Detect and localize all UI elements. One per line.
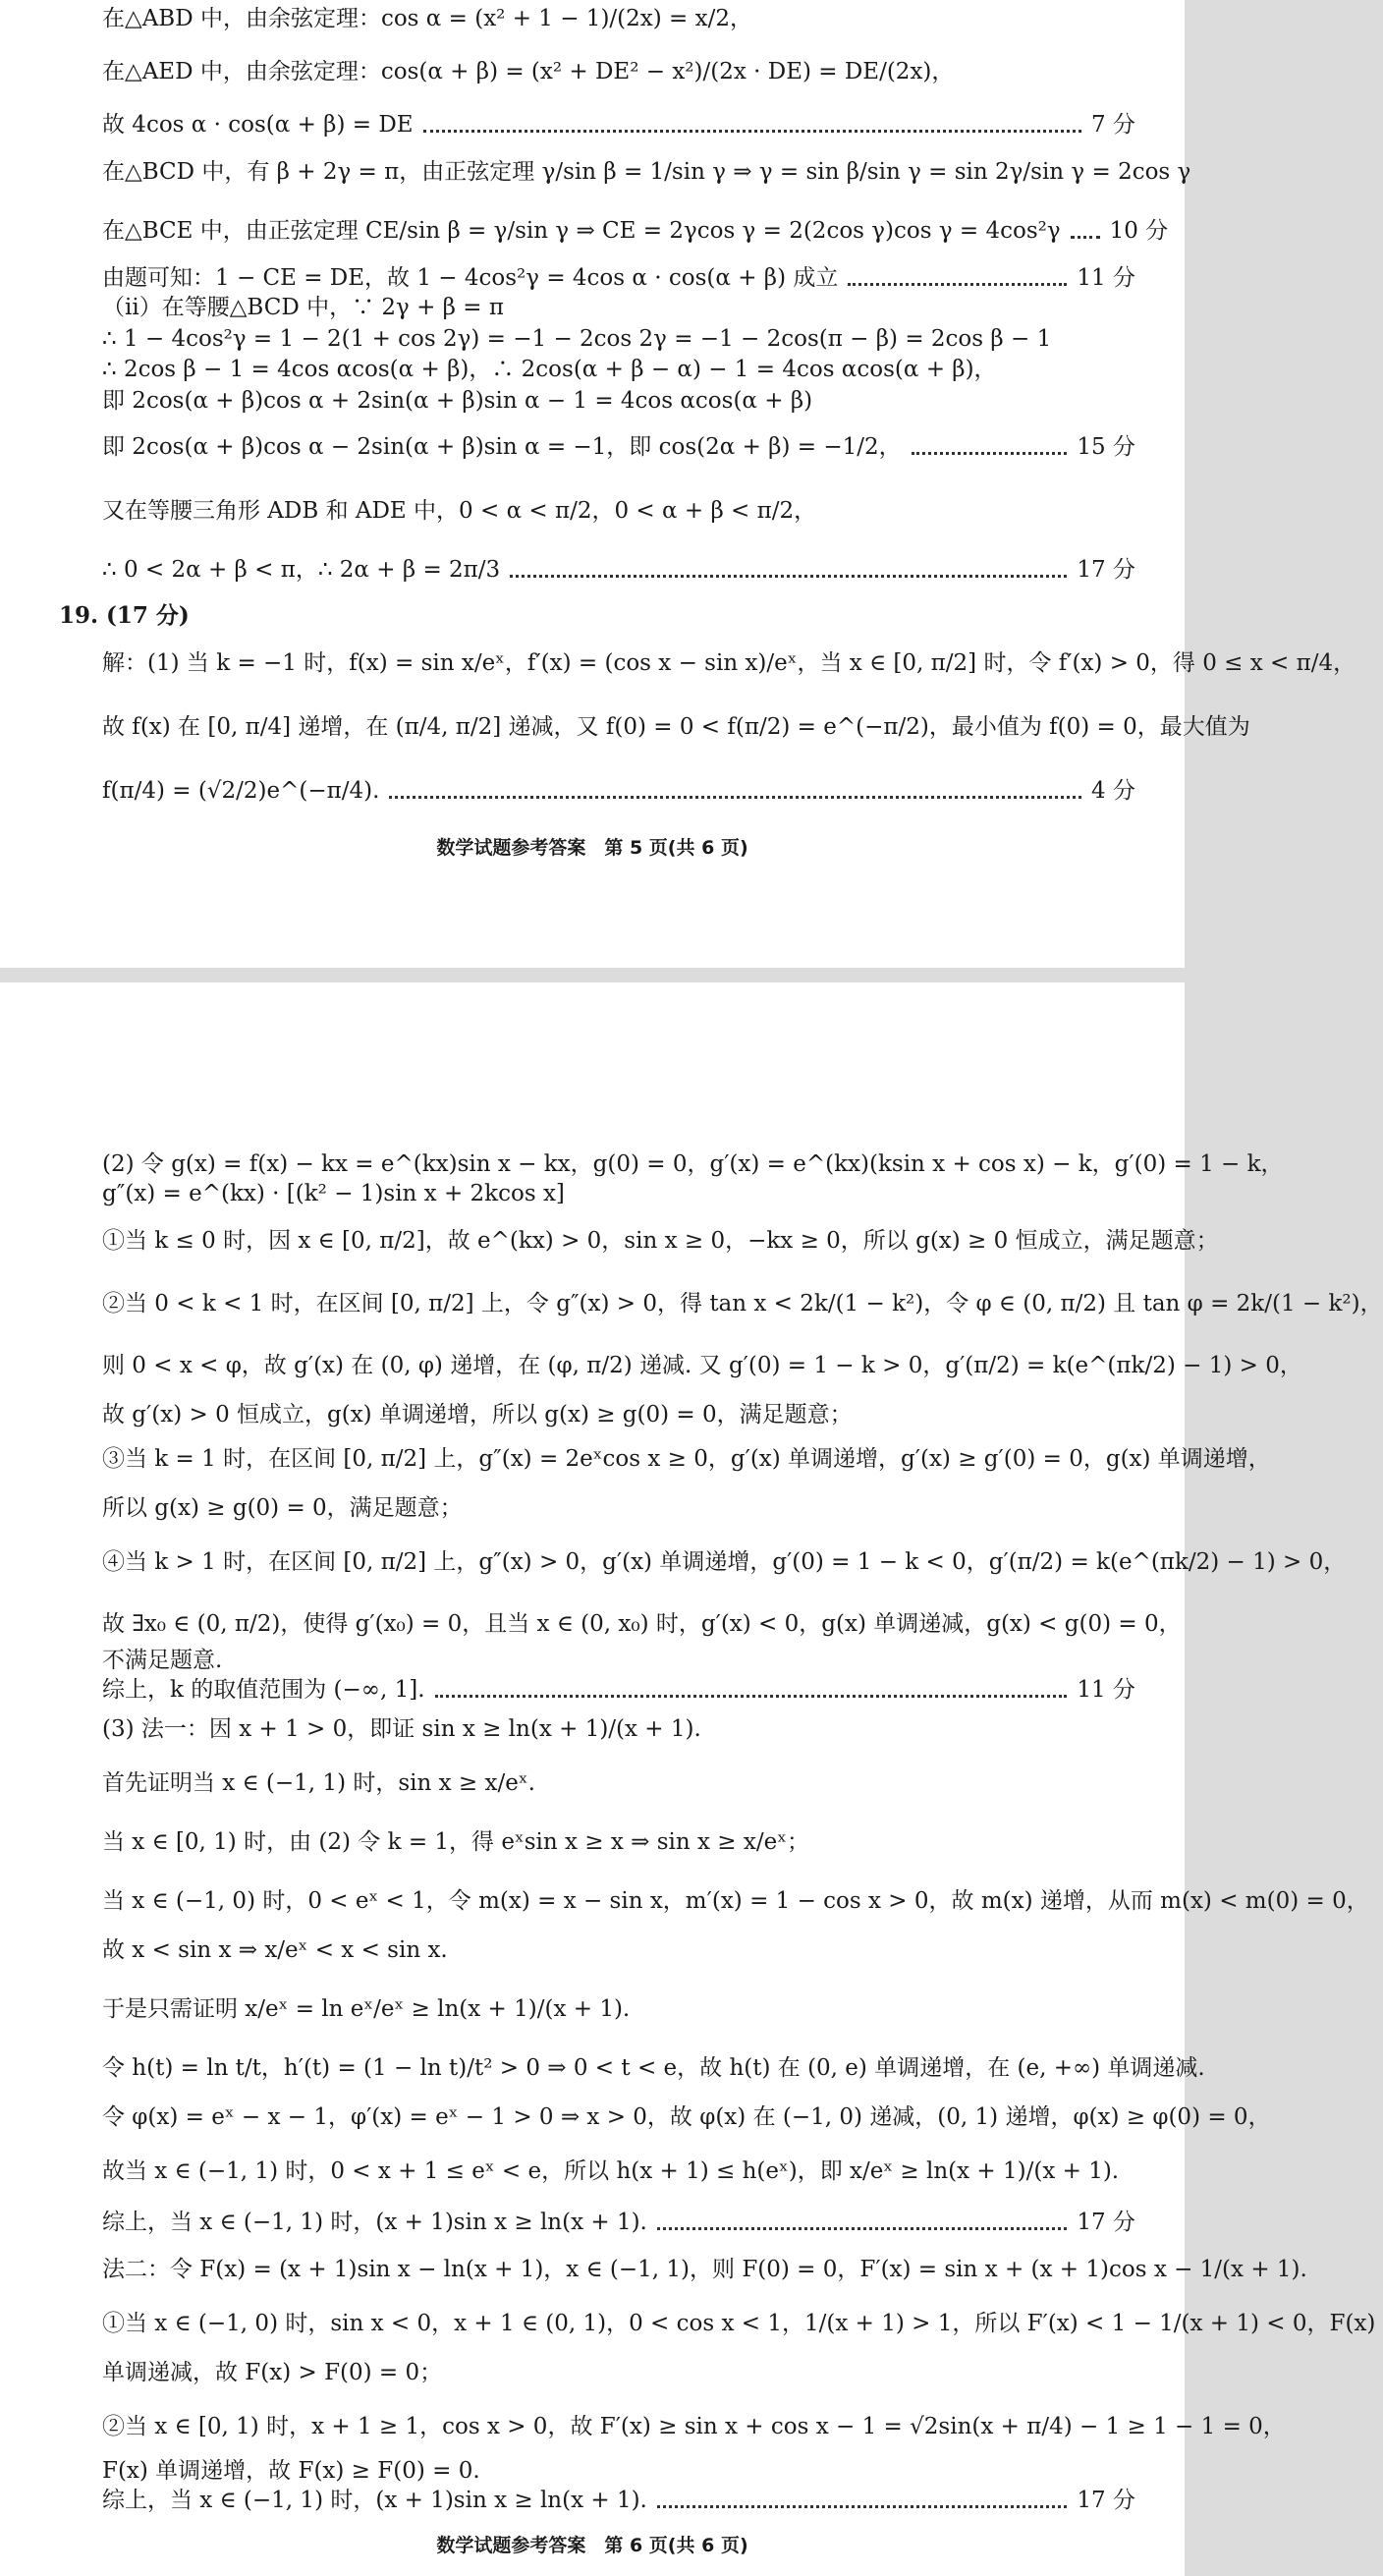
solution-line: ∴ 1 − 4cos²γ = 1 − 2(1 + cos 2γ) = −1 − 2cos 2γ = −1 − 2cos(π − β) = 2cos β − 1 bbox=[102, 326, 1052, 352]
solution-line: f(π/4) = (√2/2)e^(−π/4). 4 分 bbox=[102, 778, 1135, 804]
solution-line: 在△BCE 中，由正弦定理 CE/sin β = γ/sin γ ⇒ CE = 2γcos γ = 2(2cos γ)cos γ = 4cos²γ 10 分 bbox=[102, 218, 1169, 244]
solution-line: 不满足题意. bbox=[102, 1648, 223, 1673]
score-mark: 7 分 bbox=[1091, 112, 1135, 138]
dotted-leader bbox=[657, 2227, 1068, 2230]
dotted-leader bbox=[423, 130, 1081, 133]
score-mark: 15 分 bbox=[1077, 434, 1135, 460]
solution-line: ∴ 2cos β − 1 = 4cos αcos(α + β)，∴ 2cos(α + β − α) − 1 = 4cos αcos(α + β)， bbox=[102, 357, 997, 382]
solution-line: ①当 x ∈ (−1, 0) 时，sin x < 0，x + 1 ∈ (0, 1)，0 < cos x < 1，1/(x + 1) > 1，所以 F′(x) < 1 − 1/(x + 1) < 0，F(x) bbox=[102, 2311, 1376, 2336]
solution-line: ④当 k > 1 时，在区间 [0, π/2] 上，g″(x) > 0，g′(x) 单调递增，g′(0) = 1 − k < 0，g′(π/2) = k(e^(πk/2) − 1) > 0， bbox=[102, 1549, 1347, 1575]
solution-line: 故当 x ∈ (−1, 1) 时，0 < x + 1 ≤ eˣ < e，所以 h(x + 1) ≤ h(eˣ)，即 x/eˣ ≥ ln(x + 1)/(x + 1). bbox=[102, 2158, 1120, 2184]
solution-line: 在△AED 中，由余弦定理：cos(α + β) = (x² + DE² − x²)/(2x · DE) = DE/(2x)， bbox=[102, 59, 955, 84]
dotted-leader bbox=[848, 283, 1067, 286]
score-mark: 17 分 bbox=[1077, 557, 1135, 583]
solution-line: 故 f(x) 在 [0, π/4] 递增，在 (π/4, π/2] 递减，又 f(0) = 0 < f(π/2) = e^(−π/2)，最小值为 f(0) = 0，最大值为 bbox=[102, 714, 1250, 740]
solution-line: 所以 g(x) ≥ g(0) = 0，满足题意； bbox=[102, 1495, 463, 1521]
solution-line: 综上，当 x ∈ (−1, 1) 时，(x + 1)sin x ≥ ln(x + 1). 17 分 bbox=[102, 2488, 1135, 2513]
score-mark: 4 分 bbox=[1091, 778, 1135, 804]
solution-line: 又在等腰三角形 ADB 和 ADE 中，0 < α < π/2，0 < α + β < π/2， bbox=[102, 498, 817, 524]
solution-line: 当 x ∈ [0, 1) 时，由 (2) 令 k = 1，得 eˣsin x ≥ x ⇒ sin x ≥ x/eˣ； bbox=[102, 1829, 809, 1855]
page-footer: 数学试题参考答案 第 5 页(共 6 页) bbox=[436, 837, 748, 859]
dotted-leader bbox=[1071, 236, 1100, 239]
solution-line: 故 g′(x) > 0 恒成立，g(x) 单调递增，所以 g(x) ≥ g(0) = 0，满足题意； bbox=[102, 1402, 853, 1428]
solution-line: ①当 k ≤ 0 时，因 x ∈ [0, π/2]，故 e^(kx) > 0，sin x ≥ 0，−kx ≥ 0，所以 g(x) ≥ 0 恒成立，满足题意； bbox=[102, 1228, 1219, 1254]
solution-line: 即 2cos(α + β)cos α − 2sin(α + β)sin α = −1，即 cos(2α + β) = −1/2， 15 分 bbox=[102, 434, 1135, 460]
solution-line: ③当 k = 1 时，在区间 [0, π/2] 上，g″(x) = 2eˣcos x ≥ 0，g′(x) 单调递增，g′(x) ≥ g′(0) = 0，g(x) 单调递增， bbox=[102, 1446, 1271, 1472]
answer-page-5 bbox=[0, 0, 1356, 968]
solution-line: 于是只需证明 x/eˣ = ln eˣ/eˣ ≥ ln(x + 1)/(x + 1). bbox=[102, 1996, 631, 2022]
solution-line: （ⅱ）在等腰△BCD 中，∵ 2γ + β = π bbox=[102, 295, 504, 320]
solution-line: 在△ABD 中，由余弦定理：cos α = (x² + 1 − 1)/(2x) = x/2， bbox=[102, 6, 752, 31]
dotted-leader bbox=[912, 452, 1068, 455]
solution-line: 令 h(t) = ln t/t，h′(t) = (1 − ln t)/t² > 0 ⇒ 0 < t < e，故 h(t) 在 (0, e) 单调递增，在 (e, +∞) 单调递减. bbox=[102, 2055, 1205, 2081]
solution-line: 故 ∃x₀ ∈ (0, π/2)，使得 g′(x₀) = 0，且当 x ∈ (0, x₀) 时，g′(x) < 0，g(x) 单调递减，g(x) < g(0) = 0， bbox=[102, 1611, 1182, 1637]
solution-line: (2) 令 g(x) = f(x) − kx = e^(kx)sin x − kx，g(0) = 0，g′(x) = e^(kx)(ksin x + cos x) − k，g′(0) = 1 − k， bbox=[102, 1151, 1284, 1177]
solution-line: 即 2cos(α + β)cos α + 2sin(α + β)sin α − 1 = 4cos αcos(α + β) bbox=[102, 388, 813, 414]
solution-line: 故 4cos α · cos(α + β) = DE 7 分 bbox=[102, 112, 1135, 138]
score-mark: 11 分 bbox=[1077, 1677, 1135, 1703]
solution-line: g″(x) = e^(kx) · [(k² − 1)sin x + 2kcos x] bbox=[102, 1181, 565, 1206]
solution-line: 当 x ∈ (−1, 0) 时，0 < eˣ < 1，令 m(x) = x − sin x，m′(x) = 1 − cos x > 0，故 m(x) 递增，从而 m(x) < m(0) = 0， bbox=[102, 1888, 1369, 1914]
solution-line: 综上，当 x ∈ (−1, 1) 时，(x + 1)sin x ≥ ln(x + 1). 17 分 bbox=[102, 2210, 1135, 2235]
solution-line: 在△BCD 中，有 β + 2γ = π，由正弦定理 γ/sin β = 1/sin γ ⇒ γ = sin β/sin γ = sin 2γ/sin γ = 2cos γ bbox=[102, 159, 1191, 185]
solution-line: 综上，k 的取值范围为 (−∞, 1]. 11 分 bbox=[102, 1677, 1135, 1703]
solution-line: 解：(1) 当 k = −1 时，f(x) = sin x/eˣ，f′(x) = (cos x − sin x)/eˣ，当 x ∈ [0, π/2] 时，令 f′(x) > 0，得 0 ≤ x < π/4， bbox=[102, 650, 1356, 676]
page-footer: 数学试题参考答案 第 6 页(共 6 页) bbox=[436, 2535, 748, 2556]
solution-line: ∴ 0 < 2α + β < π，∴ 2α + β = 2π/3 17 分 bbox=[102, 557, 1135, 583]
dotted-leader bbox=[510, 575, 1067, 578]
solution-line: (3) 法一：因 x + 1 > 0，即证 sin x ≥ ln(x + 1)/(x + 1). bbox=[102, 1716, 701, 1742]
solution-line: ②当 0 < k < 1 时，在区间 [0, π/2] 上，令 g″(x) > 0，得 tan x < 2k/(1 − k²)，令 φ ∈ (0, π/2) 且 tan φ = 2k/(1 − k²)， bbox=[102, 1291, 1383, 1316]
score-mark: 17 分 bbox=[1077, 2488, 1135, 2513]
solution-line: F(x) 单调递增，故 F(x) ≥ F(0) = 0. bbox=[102, 2458, 480, 2484]
solution-line: ②当 x ∈ [0, 1) 时，x + 1 ≥ 1，cos x > 0，故 F′(x) ≥ sin x + cos x − 1 = √2sin(x + π/4) − 1 ≥ 1 − 1 = 0， bbox=[102, 2414, 1286, 2439]
solution-line: 令 φ(x) = eˣ − x − 1，φ′(x) = eˣ − 1 > 0 ⇒ x > 0，故 φ(x) 在 (−1, 0) 递减，(0, 1) 递增，φ(x) ≥ φ(0) = 0， bbox=[102, 2104, 1271, 2130]
solution-line: 首先证明当 x ∈ (−1, 1) 时，sin x ≥ x/eˣ. bbox=[102, 1770, 535, 1796]
dotted-leader bbox=[435, 1695, 1068, 1698]
solution-line: 单调递减，故 F(x) > F(0) = 0； bbox=[102, 2360, 443, 2385]
question-header: 19. (17 分) bbox=[59, 602, 190, 629]
solution-line: 法二：令 F(x) = (x + 1)sin x − ln(x + 1)，x ∈ (−1, 1)，则 F(0) = 0，F′(x) = sin x + (x + 1)cos x − 1/(x + 1). bbox=[102, 2257, 1307, 2282]
dotted-leader bbox=[657, 2505, 1068, 2508]
score-mark: 11 分 bbox=[1077, 265, 1135, 291]
solution-line: 故 x < sin x ⇒ x/eˣ < x < sin x. bbox=[102, 1937, 448, 1963]
answer-page-6 bbox=[0, 982, 1383, 2576]
solution-line: 则 0 < x < φ，故 g′(x) 在 (0, φ) 递增，在 (φ, π/2) 递减. 又 g′(0) = 1 − k > 0，g′(π/2) = k(e^(πk/2) − 1) > 0， bbox=[102, 1353, 1302, 1378]
score-mark: 10 分 bbox=[1109, 218, 1169, 244]
solution-line: 由题可知：1 − CE = DE，故 1 − 4cos²γ = 4cos α · cos(α + β) 成立 11 分 bbox=[102, 265, 1135, 291]
dotted-leader bbox=[389, 796, 1081, 799]
score-mark: 17 分 bbox=[1077, 2210, 1135, 2235]
